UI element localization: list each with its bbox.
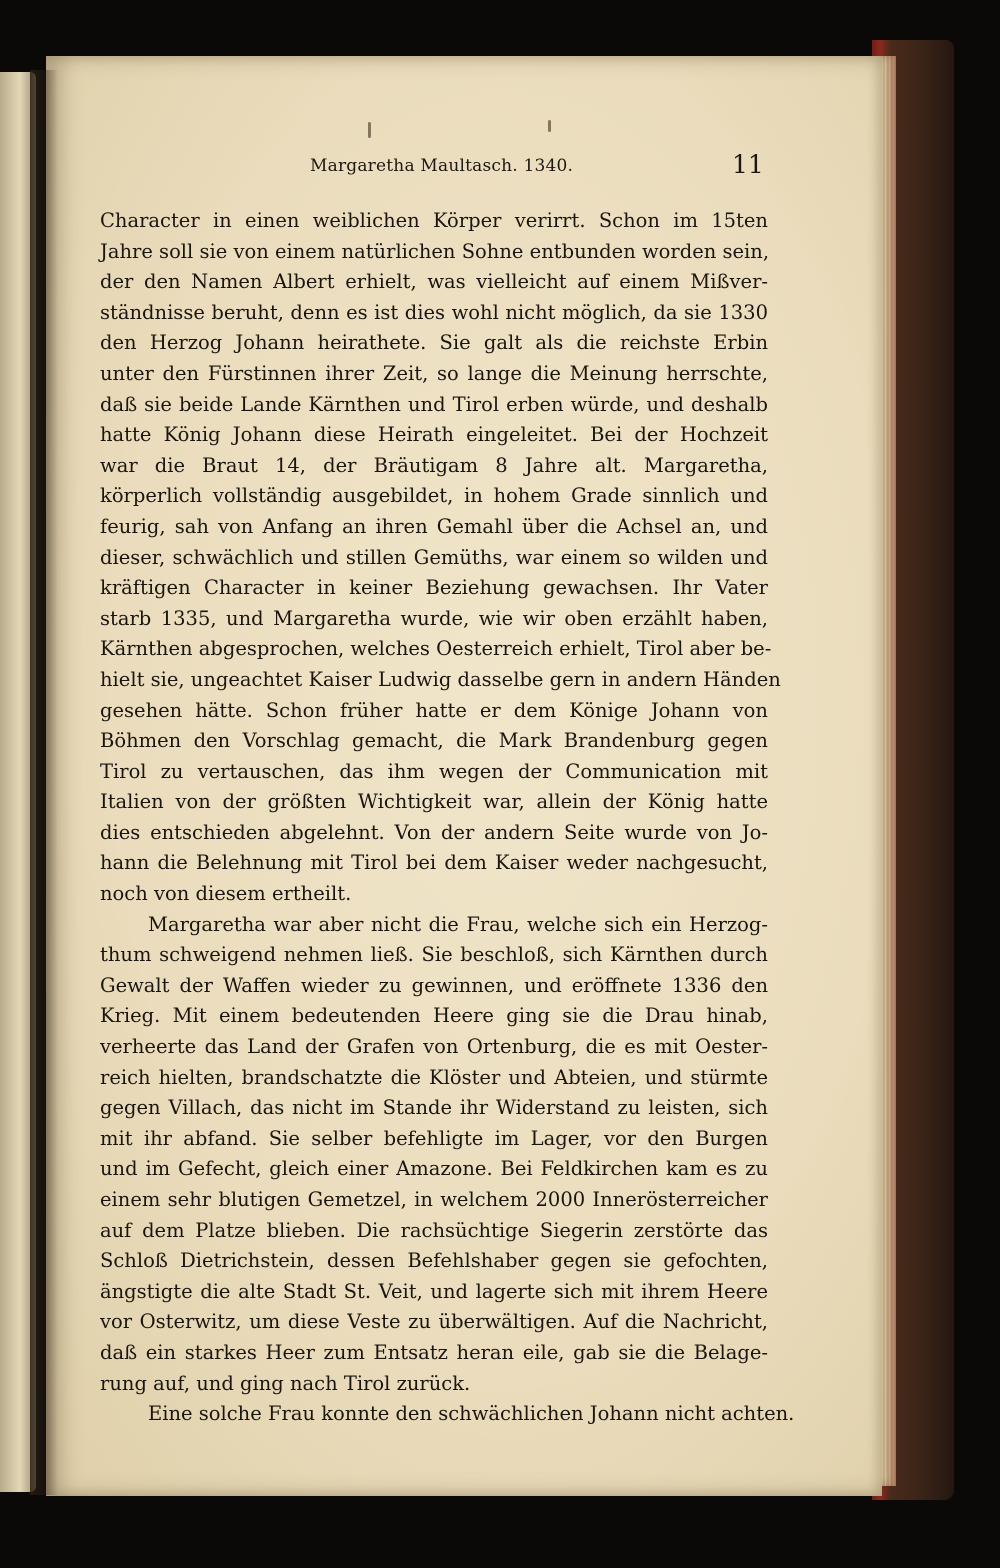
text-line: war die Braut 14, der Bräutigam 8 Jahre alt. Margaretha, [100, 453, 768, 477]
text-line: ständnisse beruht, denn es ist dies wohl nicht möglich, da sie 1330 [100, 300, 768, 324]
text-line: kräftigen Character in keiner Beziehung gewachsen. Ihr Vater [100, 576, 768, 600]
paper-speck [368, 122, 371, 138]
gutter-shadow [30, 70, 58, 1495]
text-line: rung auf, und ging nach Tirol zurück. [100, 1371, 471, 1395]
text-line: Eine solche Frau konnte den schwächlichen Johann nicht achten. [148, 1402, 795, 1426]
text-line: noch von diesem ertheilt. [100, 882, 352, 906]
text-line: Böhmen den Vorschlag gemacht, die Mark Brandenburg gegen [100, 729, 768, 753]
text-line: auf dem Platze blieben. Die rachsüchtige Siegerin zerstörte das [100, 1218, 768, 1242]
page-number: 11 [732, 150, 764, 179]
text-line: Italien von der größten Wichtigkeit war, allein der König hatte [100, 790, 768, 814]
text-line: dieser, schwächlich und stillen Gemüths, war einem so wilden und [100, 545, 768, 569]
text-line: unter den Fürstinnen ihrer Zeit, so lange die Meinung herrschte, [100, 361, 768, 385]
text-line: daß sie beide Lande Kärnthen und Tirol erben würde, und deshalb [100, 392, 768, 416]
text-line: thum schweigend nehmen ließ. Sie beschloß, sich Kärnthen durch [100, 943, 768, 967]
text-line: der den Namen Albert erhielt, was vielleicht auf einem Mißver- [100, 270, 768, 294]
text-line: hielt sie, ungeachtet Kaiser Ludwig dasselbe gern in andern Händen [100, 667, 781, 691]
text-line: den Herzog Johann heirathete. Sie galt als die reichste Erbin [100, 331, 768, 355]
text-line: Margaretha war aber nicht die Frau, welche sich ein Herzog- [148, 912, 768, 936]
text-line: verheerte das Land der Grafen von Ortenburg, die es mit Oester- [100, 1035, 768, 1059]
text-line: mit ihr abfand. Sie selber befehligte im Lager, vor den Burgen [100, 1126, 768, 1150]
text-line: ängstigte die alte Stadt St. Veit, und lagerte sich mit ihrem Heere [100, 1279, 768, 1303]
text-line: starb 1335, und Margaretha wurde, wie wir oben erzählt haben, [100, 606, 768, 630]
text-line: gesehen hätte. Schon früher hatte er dem Könige Johann von [100, 698, 768, 722]
text-line: Gewalt der Waffen wieder zu gewinnen, und eröffnete 1336 den [100, 973, 768, 997]
text-line: reich hielten, brandschatzte die Klöster und Abteien, und stürmte [100, 1065, 768, 1089]
text-line: feurig, sah von Anfang an ihren Gemahl über die Achsel an, und [100, 514, 768, 538]
text-line: Tirol zu vertauschen, das ihm wegen der Communication mit [100, 759, 768, 783]
text-line: und im Gefecht, gleich einer Amazone. Bei Feldkirchen kam es zu [100, 1157, 768, 1181]
text-line: Krieg. Mit einem bedeutenden Heere ging sie die Drau hinab, [100, 1004, 768, 1028]
text-line: einem sehr blutigen Gemetzel, in welchem 2000 Innerösterreicher [100, 1188, 768, 1211]
text-line: Character in einen weiblichen Körper verirrt. Schon im 15ten [100, 209, 768, 232]
paper-speck [548, 120, 551, 132]
text-line: daß ein starkes Heer zum Entsatz heran eile, gab sie die Belage- [100, 1340, 768, 1364]
text-line: körperlich vollständig ausgebildet, in hohem Grade sinnlich und [100, 484, 768, 508]
text-line: Schloß Dietrichstein, dessen Befehlshaber gegen sie gefochten, [100, 1249, 768, 1273]
text-line: hatte König Johann diese Heirath eingeleitet. Bei der Hochzeit [100, 423, 768, 447]
text-line: vor Osterwitz, um diese Veste zu überwältigen. Auf die Nachricht, [100, 1310, 768, 1334]
text-line: Jahre soll sie von einem natürlichen Sohne entbunden worden sein, [100, 239, 770, 263]
body-text [100, 206, 795, 1430]
text-line: hann die Belehnung mit Tirol bei dem Kaiser weder nachgesucht, [100, 851, 768, 875]
text-line: dies entschieden abgelehnt. Von der andern Seite wurde von Jo- [100, 820, 768, 844]
text-line: gegen Villach, das nicht im Stande ihr Widerstand zu leisten, sich [100, 1096, 768, 1120]
running-head: Margaretha Maultasch. 1340. [310, 156, 574, 176]
text-line: Kärnthen abgesprochen, welches Oesterreich erhielt, Tirol aber be- [100, 637, 772, 661]
